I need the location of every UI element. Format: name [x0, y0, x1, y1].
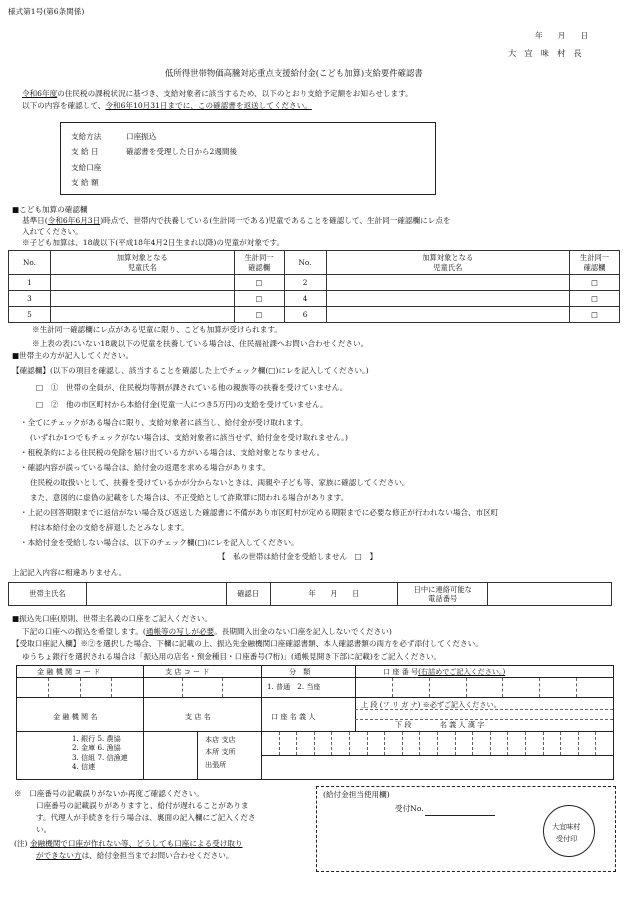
footer-note-5: (注) 金融機関で口座が作れない等、どうしても口座による受け取り	[14, 839, 243, 848]
intro-text-1: の住民税の課税状況に基づき、支給対象者に該当するため、以下のとおり支給予定額をお知らせします。	[57, 89, 413, 98]
branch-code-header: 支 店 コ ー ド	[165, 667, 210, 676]
footer-note-3: す。代理人が手続きを行う場合は、裏面の記入欄にご記入くださ	[36, 813, 256, 822]
holder-header: 口 座 名 義 人	[271, 712, 316, 721]
office-use-title: (給付金担当使用欄)	[323, 790, 390, 799]
children-note-1: ※生計同一確認欄にレ点がある児童に限り、こども加算が受けられます。	[32, 325, 282, 334]
child-name-cell[interactable]	[326, 307, 570, 323]
child-name-cell[interactable]	[50, 307, 234, 323]
account-type-select[interactable]: 1. 普通 2. 当座	[267, 682, 321, 691]
children-text-3: ※子ども加算は、18歳以下(平成18年4月2日生まれ以降)の児童が対象です。	[22, 238, 285, 247]
footer-note-1: ※ 口座番号の記載誤りがないか再度ご確認ください。	[14, 789, 204, 798]
form-number: 様式第1号(第6条関係)	[8, 7, 85, 16]
type-header: 分 類	[289, 667, 311, 676]
branch-type-list[interactable]: 本店 支店 本所 支所 出張所	[205, 735, 236, 769]
table-row: 3 □ 4 □	[9, 291, 620, 307]
col-no-1: No.	[9, 251, 51, 275]
bullet-3: ・確認内容が誤っている場合は、給付金の返還を求める場合があります。	[20, 463, 270, 472]
signature-table	[8, 582, 612, 606]
branch-name-header: 支 店 名	[185, 712, 211, 721]
holder-kanji-header: 下 段 名 義 人 漢 字	[395, 720, 485, 729]
table-row: 5 □ 6 □	[9, 307, 620, 323]
confirm-date-label: 確認日	[226, 583, 270, 606]
bullet-2: ・租税条約による住民税の免除を届け出ている方がいる場合は、支給対象となりません。	[20, 448, 325, 457]
confirm-item-2[interactable]: □ ② 他の市区町村から本給付金(児童一人につき5万円)の支給を受けていません。	[36, 400, 328, 409]
bank-type-list[interactable]: 1. 銀行 5. 農協 2. 金庫 6. 漁協 3. 信組 7. 信漁連 4. 信連	[72, 734, 128, 772]
bullet-3c: また、意図的に虚偽の記載をした場合は、不正受給として詐欺罪に問われる場合があります。	[30, 493, 349, 502]
confirm-date-field[interactable]: 年 月 日	[270, 583, 398, 606]
payment-method-label: 支給方法	[71, 132, 102, 141]
child-check-cell[interactable]: □	[234, 291, 284, 307]
children-text-2: 入れてください。	[22, 227, 83, 236]
child-name-cell[interactable]	[326, 275, 570, 291]
confirm-item-1[interactable]: □ ① 世帯の全員が、住民税均等割が課されている他の親族等の扶養を受けていません。	[36, 383, 348, 392]
receipt-number-label: 受付No.	[395, 804, 424, 813]
bullet-1: ・全てにチェックがある場合に限り、支給対象者に該当し、給付金が受け取れます。	[20, 418, 308, 427]
payment-amount-label: 支 給 額	[71, 178, 99, 187]
agree-statement: 上記記入内容に相違ありません。	[12, 568, 127, 577]
payment-account-label: 支給口座	[71, 163, 102, 172]
col-no-2: No.	[284, 251, 326, 275]
col-check-1: 生計同一 確認欄	[234, 251, 284, 275]
children-note-2: ※上表の表にいない18歳以下の児童を扶養している場合は、住民福祉課へお問い合わせください。	[32, 339, 369, 348]
child-check-cell[interactable]: □	[570, 291, 620, 307]
bank-code-input[interactable]	[17, 678, 143, 697]
payment-date-label: 支 給 日	[71, 147, 99, 156]
account-number-header: 口 座 番 号(右詰めでご記入ください。)	[383, 667, 506, 676]
office-use-box	[316, 786, 616, 872]
bullet-3b: 住民税の取扱いとして、扶養を受けているかが分からないときは、両親や子ども等、家族に確認してください。	[30, 478, 410, 487]
owner-name-field[interactable]	[86, 583, 226, 606]
intro-text-2: 以下の内容を確認して、	[22, 101, 106, 110]
tel-field[interactable]	[488, 583, 612, 606]
header-date: 年 月 日	[535, 31, 589, 40]
branch-code-input[interactable]	[144, 678, 261, 697]
account-number-input[interactable]	[356, 678, 613, 697]
footer-note-6: ができない方は、給付金担当までお問い合わせください。	[36, 851, 234, 860]
children-heading: ■こども加算の確認欄	[12, 205, 88, 214]
intro-deadline: 令和6年10月31日までに、この確認書を返送してください。	[105, 101, 312, 110]
bank-name-header: 金 融 機 関 名	[53, 712, 98, 721]
bullet-5: ・本給付金を受給しない場合は、以下のチェック欄(□)にレを記入してください。	[20, 538, 299, 547]
bank-line-2: 【受取口座記入欄】※②を選択した場合、下欄に記載の上、振込先金融機関口座確認書類、本人確認書類の両方を必ず添付してください。	[12, 639, 483, 648]
reference-date: 令和6年6月3日	[47, 216, 101, 225]
intro-line-2	[22, 101, 312, 111]
footer-note-2: 口座番号の記載誤りがありますと、給付が遅れることがありま	[36, 801, 249, 810]
child-name-cell[interactable]	[326, 291, 570, 307]
owner-heading: ■世帯主の方が記入してください。	[12, 351, 134, 360]
child-check-cell[interactable]: □	[234, 307, 284, 323]
col-name-2: 加算対象となる 児童氏名	[326, 251, 570, 275]
holder-kana-input[interactable]	[262, 732, 613, 756]
table-row: 1 □ 2 □	[9, 275, 620, 291]
holder-kana-header: 上 段 (フ リ ガ ナ) ※必ずご記入ください。	[361, 700, 501, 709]
bullet-4: ・上記の回答期限までに返信がない場合及び返送した確認書に不備があり市区町村が定める期限までに必要な修正が行われない場合、市区町	[20, 508, 499, 517]
children-table	[8, 250, 620, 323]
children-text-1: 基準日(令和6年6月3日)時点で、世帯内で扶養している(生計同一である)児童であることを確認して、生計同一確認欄にレ点を	[22, 216, 451, 225]
bank-line-3: ゆうちょ銀行を選択される場合は「振込用の店名・預金種目・口座番号(7桁)」(通帳見開き下部に記載)をご記入ください。	[22, 652, 442, 661]
bullet-1b: (いずれか1つでもチェックがない場合は、支給対象者に該当せず、給付金を受け取れません。)	[30, 433, 348, 442]
passbook-copy-required: 通帳等の写しが必要	[145, 627, 215, 636]
bullet-4b: 村は本給付金の支給を辞退したとみなします。	[30, 523, 189, 532]
col-name-1: 加算対象となる 児童氏名	[50, 251, 234, 275]
page-title: 低所得世帯物価高騰対応重点支援給付金(こども加算)支給要件確認書	[165, 68, 423, 78]
mayor-label: 大 宜 味 村 長	[508, 48, 582, 58]
intro-fiscal-year: 令和6年度	[22, 89, 58, 98]
child-check-cell[interactable]: □	[570, 275, 620, 291]
child-name-cell[interactable]	[50, 275, 234, 291]
payment-box	[60, 122, 436, 195]
bank-form	[16, 665, 614, 780]
tel-label: 日中に連絡可能な 電話番号	[398, 583, 488, 606]
footer-note-4: い。	[36, 825, 52, 834]
bank-code-header: 金 融 機 関 コ ー ド	[37, 667, 101, 676]
payment-method-value: 口座振込	[126, 132, 157, 141]
bank-heading: ■振込先口座(原則、世帯主名義の口座をご記入ください。	[12, 614, 212, 623]
intro-line-1	[22, 89, 413, 99]
confirm-intro: 【確認欄】(以下の項目を確認し、該当することを確認した上でチェック欄(□)にレを記入してください。)	[12, 366, 369, 375]
receipt-stamp: 大宜味村 受付印	[543, 805, 595, 857]
col-check-2: 生計同一 確認欄	[570, 251, 620, 275]
child-check-cell[interactable]: □	[234, 275, 284, 291]
holder-kanji-input[interactable]	[262, 757, 613, 779]
child-check-cell[interactable]: □	[570, 307, 620, 323]
child-name-cell[interactable]	[50, 291, 234, 307]
bank-line-1: 下記の口座への振込を希望します。(通帳等の写しが必要。長期間入出金のない口座を記入しないでください)	[22, 627, 392, 636]
refuse-checkbox[interactable]: 【 私の世帯は給付金を受給しません □ 】	[218, 552, 378, 561]
payment-date-value: 確認書を受理した日から2週間後	[126, 147, 238, 156]
owner-name-label: 世帯主氏名	[9, 583, 87, 606]
